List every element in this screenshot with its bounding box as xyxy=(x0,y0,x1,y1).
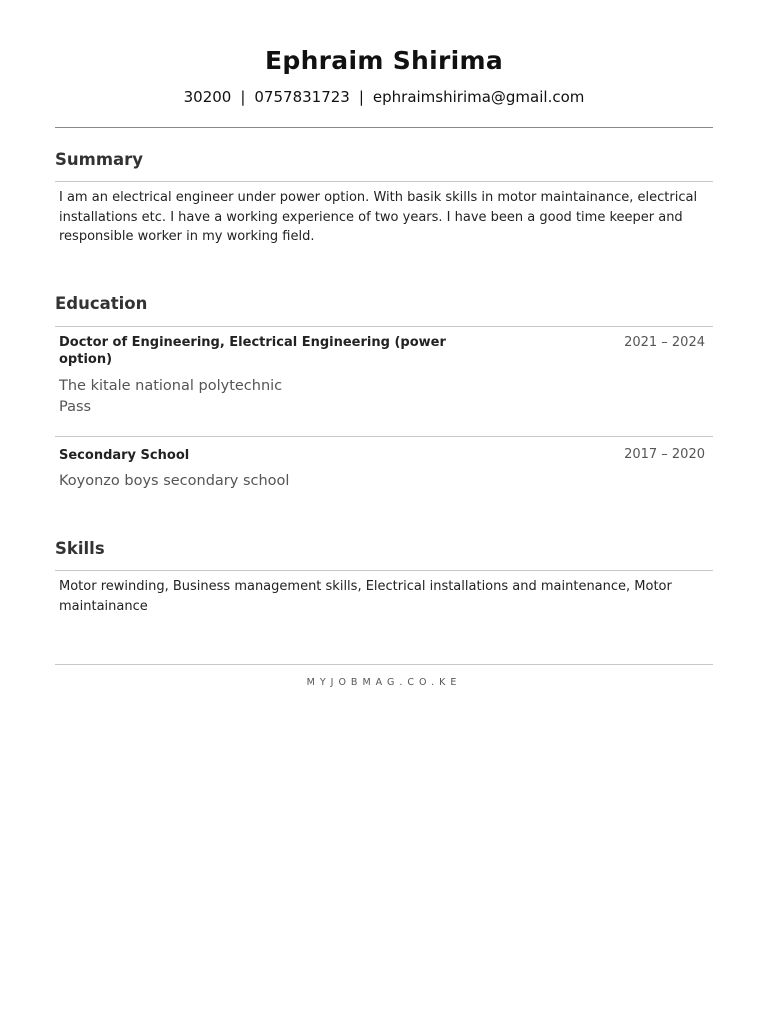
education-years: 2021 – 2024 xyxy=(624,335,705,350)
education-degree: Doctor of Engineering, Electrical Engineering (power option) xyxy=(59,335,446,367)
education-divider xyxy=(55,326,713,327)
education-grade: Pass xyxy=(59,399,92,415)
summary-heading: Summary xyxy=(55,150,144,169)
contact-separator: | xyxy=(240,88,246,106)
candidate-name: Ephraim Shirima xyxy=(265,46,503,75)
contact-line xyxy=(0,88,768,106)
postal-code: 30200 xyxy=(183,88,232,106)
summary-text: I am an electrical engineer under power option. With basik skills in motor maintainance, electrical installations etc. I have a working experience of two years. I have been a good time keeper and responsible worker in my working field. xyxy=(59,190,698,244)
email-address[interactable]: ephraimshirima@gmail.com xyxy=(372,88,585,106)
contact-separator: | xyxy=(358,88,364,106)
education-institution: Koyonzo boys secondary school xyxy=(59,473,290,489)
skills-text: Motor rewinding, Business management skills, Electrical installations and maintenance, Motor maintainance xyxy=(59,579,672,614)
site-watermark: MYJOBMAG.CO.KE xyxy=(306,677,462,688)
skills-divider xyxy=(55,570,713,571)
education-institution: The kitale national polytechnic xyxy=(59,378,283,394)
education-years: 2017 – 2020 xyxy=(624,447,705,462)
summary-divider xyxy=(55,181,713,182)
skills-heading: Skills xyxy=(55,539,105,558)
phone-number[interactable]: 0757831723 xyxy=(254,88,350,106)
education-heading: Education xyxy=(55,294,148,313)
education-entry-divider xyxy=(55,436,713,437)
education-degree: Secondary School xyxy=(59,448,190,463)
header-divider xyxy=(55,127,713,128)
footer-divider xyxy=(55,664,713,665)
